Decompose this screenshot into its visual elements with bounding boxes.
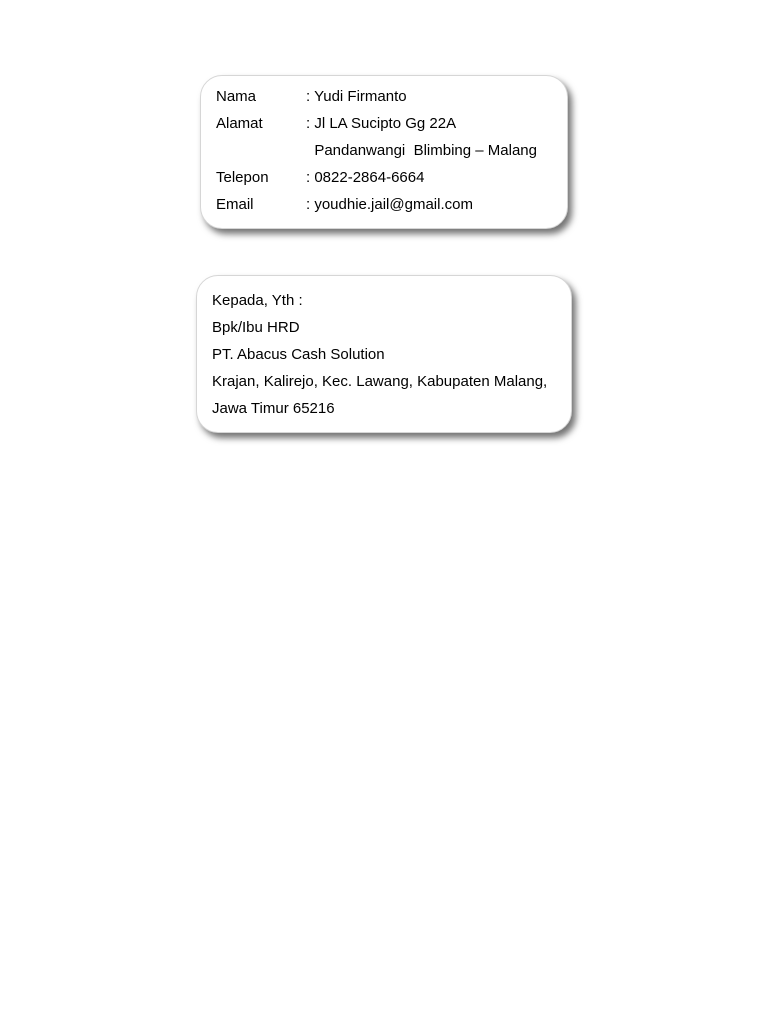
address-value: : Jl LA Sucipto Gg 22A	[306, 115, 457, 132]
recipient-info-card	[196, 275, 572, 433]
phone-label: Telepon	[216, 169, 269, 186]
email-value: : youdhie.jail@gmail.com	[306, 196, 473, 213]
email-label: Email	[216, 196, 254, 213]
sender-info-card	[200, 75, 568, 229]
name-label: Nama	[216, 88, 257, 105]
phone-value: : 0822-2864-6664	[306, 169, 425, 186]
recipient-address-line1: Krajan, Kalirejo, Kec. Lawang, Kabupaten Malang,	[212, 373, 548, 390]
recipient-address-line2: Jawa Timur 65216	[212, 400, 335, 417]
recipient-attention: Bpk/Ibu HRD	[212, 319, 300, 336]
recipient-salutation: Kepada, Yth :	[212, 292, 303, 309]
address-line2-value: Pandanwangi Blimbing – Malang	[306, 142, 537, 159]
address-label: Alamat	[216, 115, 263, 132]
name-value: : Yudi Firmanto	[306, 88, 407, 105]
recipient-company: PT. Abacus Cash Solution	[212, 346, 385, 363]
